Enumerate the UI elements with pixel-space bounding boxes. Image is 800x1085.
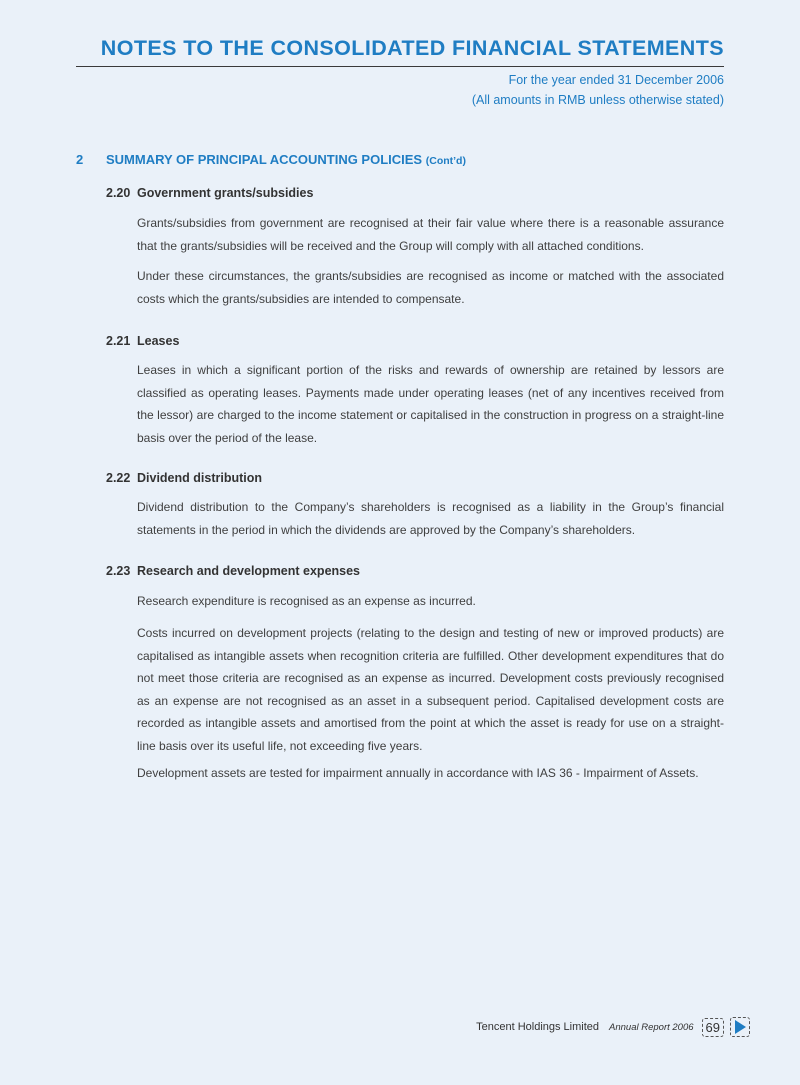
- page-footer: [476, 1017, 750, 1037]
- paragraph: Research expenditure is recognised as an expense as incurred.: [137, 594, 476, 608]
- subsection-title: Research and development expenses: [137, 564, 361, 578]
- paragraph: Grants/subsidies from government are recognised at their fair value where there is a reasonable assurance that the grants/subsidies will be received and the Group will comply with all attached conditions.: [137, 216, 724, 253]
- report-name: Annual Report 2006: [609, 1021, 694, 1033]
- subsection-title: Dividend distribution: [137, 471, 262, 485]
- paragraph: Development assets are tested for impairment annually in accordance with IAS 36 - Impairment of Assets.: [137, 766, 699, 780]
- subsection-title: Government grants/subsidies: [137, 186, 314, 200]
- period-subtitle: For the year ended 31 December 2006: [508, 73, 724, 87]
- paragraph: Under these circumstances, the grants/subsidies are recognised as income or matched with the associated costs which the grants/subsidies are intended to compensate.: [137, 269, 724, 306]
- section-continued-label: (Cont’d): [425, 155, 466, 167]
- subsection-number: 2.22: [106, 471, 131, 485]
- paragraph: Dividend distribution to the Company’s shareholders is recognised as a liability in the Group’s financial statements in the period in which the dividends are approved by the Company’s shareholders.: [137, 500, 724, 537]
- subsection-heading-2-22: [106, 471, 262, 485]
- company-name: Tencent Holdings Limited: [476, 1021, 600, 1033]
- subsection-heading-2-23: [106, 564, 360, 578]
- subsection-heading-2-20: [106, 186, 313, 200]
- next-page-button[interactable]: [730, 1017, 750, 1037]
- currency-subtitle: (All amounts in RMB unless otherwise stated): [471, 93, 724, 107]
- header-divider: [76, 66, 724, 67]
- subsection-number: 2.20: [106, 186, 131, 200]
- subsection-number: 2.21: [106, 334, 131, 348]
- subsection-heading-2-21: [106, 334, 179, 348]
- section-title: SUMMARY OF PRINCIPAL ACCOUNTING POLICIES: [106, 152, 423, 167]
- section-heading: [76, 152, 466, 167]
- paragraph: Leases in which a significant portion of the risks and rewards of ownership are retained by lessors are classified as operating leases. Payments made under operating leases (net of any incentives received from the lessor) are charged to the income statement or capitalised in the construction in progress on a straight-line basis over the period of the lease.: [137, 363, 724, 445]
- subsection-title: Leases: [137, 334, 180, 348]
- paragraph: Costs incurred on development projects (relating to the design and testing of new or improved products) are capitalised as intangible assets when recognition criteria are fulfilled. Other development expenditures that do not meet those criteria are recognised as an expense as incurred. Development costs previously recognised as an expense are not recognised as an asset in a subsequent period. Capitalised development costs are recorded as intangible assets and amortised from the point at which the asset is ready for use on a straight-line basis over its useful life, not exceeding five years.: [137, 626, 724, 753]
- next-page-arrow-icon: [734, 1020, 746, 1034]
- section-number: 2: [76, 152, 84, 167]
- page-title: NOTES TO THE CONSOLIDATED FINANCIAL STATEMENTS: [100, 36, 724, 60]
- page-number: 69: [702, 1018, 724, 1037]
- subsection-number: 2.23: [106, 564, 131, 578]
